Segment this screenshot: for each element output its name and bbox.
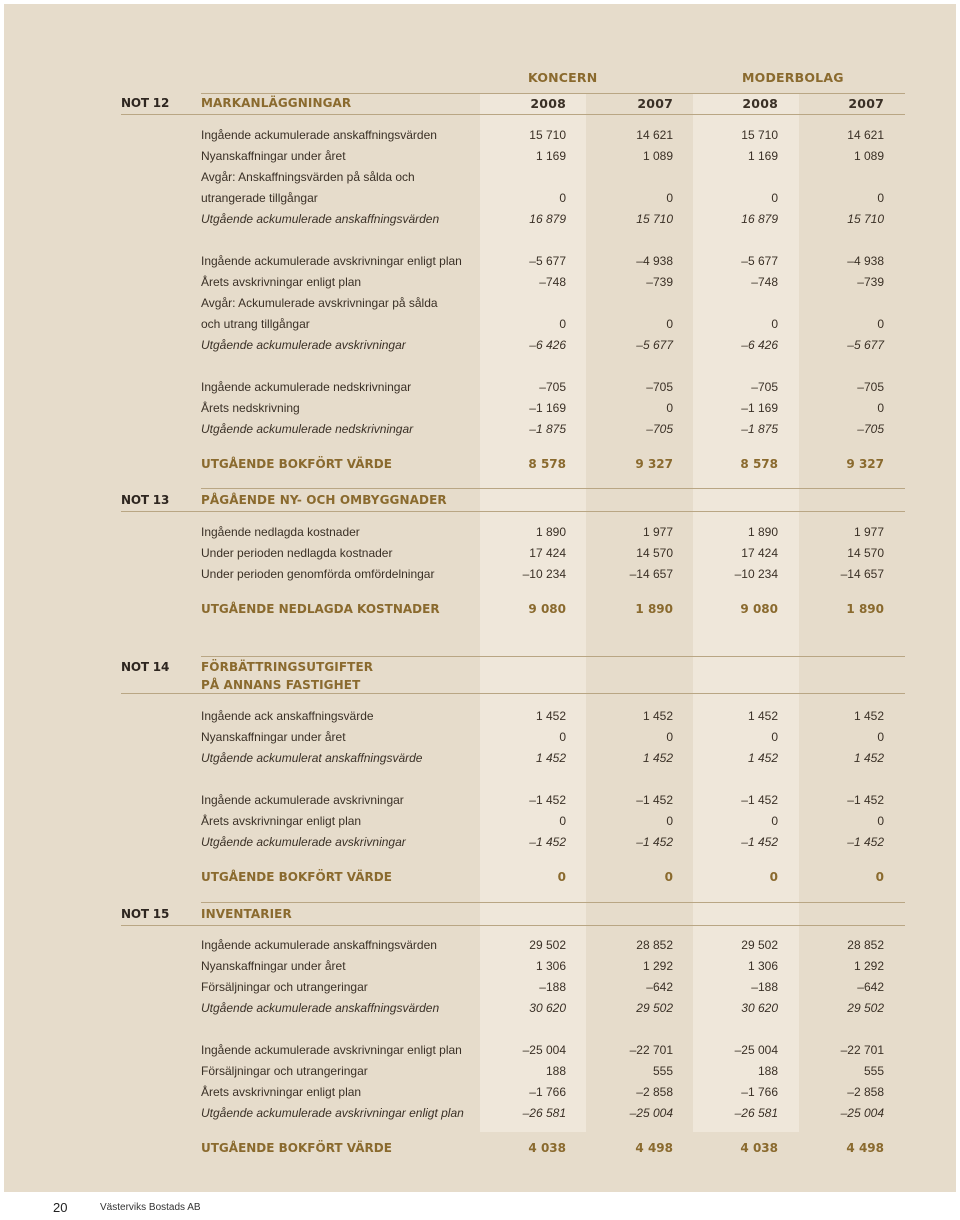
total-value: 8 578 <box>740 457 778 471</box>
row-value: –705 <box>857 422 884 436</box>
table-row <box>0 335 960 355</box>
total-label: UTGÅENDE BOKFÖRT VÄRDE <box>201 457 392 471</box>
row-value: 28 852 <box>636 938 673 952</box>
row-value: 29 502 <box>636 1001 673 1015</box>
total-label: UTGÅENDE BOKFÖRT VÄRDE <box>201 1141 392 1155</box>
row-value: –739 <box>857 275 884 289</box>
row-value: –188 <box>751 980 778 994</box>
table-row <box>0 1082 960 1102</box>
row-value: –5 677 <box>847 338 884 352</box>
row-value: –705 <box>539 380 566 394</box>
row-value: 0 <box>559 814 566 828</box>
table-row <box>0 706 960 726</box>
row-value: 188 <box>545 1064 566 1078</box>
table-row <box>0 543 960 563</box>
row-value: –4 938 <box>636 254 673 268</box>
row-value: 1 306 <box>535 959 566 973</box>
year-label: 2008 <box>530 96 566 111</box>
row-value: 1 452 <box>642 751 673 765</box>
row-label: Årets nedskrivning <box>201 401 300 415</box>
row-value: –14 657 <box>840 567 884 581</box>
table-row <box>0 251 960 271</box>
section-rule <box>201 656 905 657</box>
row-label: Ingående ackumulerade avskrivningar enligt plan <box>201 254 462 268</box>
header-top-rule <box>201 93 905 94</box>
total-value: 9 080 <box>740 602 778 616</box>
row-value: 1 292 <box>642 959 673 973</box>
total-value: 9 080 <box>528 602 566 616</box>
row-value: 0 <box>559 191 566 205</box>
group-header-moderbolag: MODERBOLAG <box>742 70 844 85</box>
table-row <box>0 998 960 1018</box>
section-title: PÅGÅENDE NY- OCH OMBYGGNADER <box>201 493 447 507</box>
row-value: –5 677 <box>636 338 673 352</box>
row-label: Ingående ack anskaffningsvärde <box>201 709 374 723</box>
row-value: 16 879 <box>529 212 566 226</box>
row-value: –14 657 <box>629 567 673 581</box>
row-value: –5 677 <box>529 254 566 268</box>
row-value: –1 452 <box>741 835 778 849</box>
row-value: 17 424 <box>741 546 778 560</box>
row-value: 1 292 <box>853 959 884 973</box>
row-value: –6 426 <box>529 338 566 352</box>
row-label: Årets avskrivningar enligt plan <box>201 275 362 289</box>
table-row <box>0 146 960 166</box>
row-value: –26 581 <box>522 1106 566 1120</box>
total-value: 9 327 <box>635 457 673 471</box>
row-label: Årets avskrivningar enligt plan <box>201 1085 362 1099</box>
table-row <box>0 935 960 955</box>
row-value: –22 701 <box>840 1043 884 1057</box>
year-header-row <box>0 94 960 114</box>
row-value: –1 452 <box>636 793 673 807</box>
group-header-koncern: KONCERN <box>528 70 598 85</box>
total-label: UTGÅENDE NEDLAGDA KOSTNADER <box>201 602 440 616</box>
row-value: 29 502 <box>741 938 778 952</box>
row-value: 0 <box>771 317 778 331</box>
row-value: 1 452 <box>747 709 778 723</box>
row-value: 15 710 <box>636 212 673 226</box>
company-name: Västerviks Bostads AB <box>100 1202 201 1213</box>
row-label: Nyanskaffningar under året <box>201 959 346 973</box>
row-value: 15 710 <box>529 128 566 142</box>
year-label: 2008 <box>742 96 778 111</box>
row-value: –10 234 <box>522 567 566 581</box>
row-value: –25 004 <box>840 1106 884 1120</box>
row-value: –748 <box>539 275 566 289</box>
row-value: 1 452 <box>853 751 884 765</box>
row-value: 0 <box>877 730 884 744</box>
row-value: 1 452 <box>535 751 566 765</box>
row-value: 0 <box>771 814 778 828</box>
total-value: 4 038 <box>528 1141 566 1155</box>
section-rule <box>201 902 905 903</box>
table-row <box>0 398 960 418</box>
row-value: –25 004 <box>734 1043 778 1057</box>
table-row <box>0 188 960 208</box>
row-value: –4 938 <box>847 254 884 268</box>
row-value: 14 570 <box>636 546 673 560</box>
row-value: 555 <box>863 1064 884 1078</box>
row-value: 28 852 <box>847 938 884 952</box>
row-label: Under perioden genomförda omfördelningar <box>201 567 435 581</box>
row-label: Utgående ackumulerade avskrivningar <box>201 835 406 849</box>
row-value: –2 858 <box>636 1085 673 1099</box>
total-value: 1 890 <box>846 602 884 616</box>
row-value: –1 169 <box>529 401 566 415</box>
row-value: 0 <box>771 730 778 744</box>
row-value: –1 766 <box>529 1085 566 1099</box>
row-value: 1 977 <box>642 525 673 539</box>
row-value: –26 581 <box>734 1106 778 1120</box>
table-row <box>0 811 960 831</box>
row-value: –705 <box>646 422 673 436</box>
table-row <box>0 522 960 542</box>
row-value: –1 452 <box>529 793 566 807</box>
row-value: 0 <box>666 730 673 744</box>
page-number: 20 <box>53 1200 68 1215</box>
row-value: 30 620 <box>741 1001 778 1015</box>
row-label: Under perioden nedlagda kostnader <box>201 546 393 560</box>
table-row <box>0 790 960 810</box>
table-row <box>0 727 960 747</box>
row-value: 1 452 <box>747 751 778 765</box>
row-value: 0 <box>877 814 884 828</box>
row-value: 0 <box>559 730 566 744</box>
total-value: 0 <box>769 870 778 884</box>
row-value: 0 <box>559 317 566 331</box>
total-row <box>0 454 960 474</box>
table-row <box>0 1103 960 1123</box>
total-row <box>0 1138 960 1158</box>
row-value: 1 452 <box>535 709 566 723</box>
table-row <box>0 314 960 334</box>
row-value: –1 169 <box>741 401 778 415</box>
row-value: 1 306 <box>747 959 778 973</box>
row-value: 30 620 <box>529 1001 566 1015</box>
row-value: 0 <box>877 191 884 205</box>
table-row <box>0 419 960 439</box>
row-value: 1 452 <box>642 709 673 723</box>
table-row <box>0 748 960 768</box>
row-value: –1 452 <box>741 793 778 807</box>
note-number: NOT 15 <box>121 907 170 921</box>
row-value: 0 <box>771 191 778 205</box>
row-label: Utgående ackumulerat anskaffningsvärde <box>201 751 423 765</box>
total-value: 4 498 <box>635 1141 673 1155</box>
section-rule <box>121 511 905 512</box>
row-label: Försäljningar och utrangeringar <box>201 1064 368 1078</box>
note-number: NOT 14 <box>121 660 170 674</box>
row-value: –2 858 <box>847 1085 884 1099</box>
row-value: 17 424 <box>529 546 566 560</box>
row-value: 1 169 <box>535 149 566 163</box>
row-value: –1 452 <box>529 835 566 849</box>
row-value: –705 <box>857 380 884 394</box>
row-value: –1 875 <box>741 422 778 436</box>
row-value: 15 710 <box>847 212 884 226</box>
row-label: Ingående ackumulerade avskrivningar <box>201 793 404 807</box>
total-value: 8 578 <box>528 457 566 471</box>
row-value: 14 621 <box>636 128 673 142</box>
section-rule <box>121 693 905 694</box>
table-row <box>0 167 960 187</box>
row-value: 0 <box>666 814 673 828</box>
row-label: Avgår: Ackumulerade avskrivningar på sålda <box>201 296 438 310</box>
row-value: –748 <box>751 275 778 289</box>
row-label: utrangerade tillgångar <box>201 191 318 205</box>
row-label: Ingående ackumulerade anskaffningsvärden <box>201 938 437 952</box>
row-value: –705 <box>751 380 778 394</box>
row-value: –10 234 <box>734 567 778 581</box>
row-label: Nyanskaffningar under året <box>201 730 346 744</box>
table-row <box>0 209 960 229</box>
row-value: –1 452 <box>847 793 884 807</box>
row-label: Ingående ackumulerade nedskrivningar <box>201 380 412 394</box>
row-label: Försäljningar och utrangeringar <box>201 980 368 994</box>
total-value: 0 <box>557 870 566 884</box>
row-label: Ingående ackumulerade anskaffningsvärden <box>201 128 437 142</box>
table-row <box>0 832 960 852</box>
row-value: 0 <box>666 191 673 205</box>
row-value: 14 570 <box>847 546 884 560</box>
section-title: FÖRBÄTTRINGSUTGIFTER PÅ ANNANS FASTIGHET <box>201 660 374 692</box>
note-number: NOT 13 <box>121 493 170 507</box>
year-label: 2007 <box>848 96 884 111</box>
total-value: 1 890 <box>635 602 673 616</box>
row-value: –22 701 <box>629 1043 673 1057</box>
row-value: –188 <box>539 980 566 994</box>
row-value: 0 <box>666 401 673 415</box>
total-value: 0 <box>875 870 884 884</box>
table-row <box>0 272 960 292</box>
row-value: 1 890 <box>747 525 778 539</box>
row-value: –642 <box>646 980 673 994</box>
row-value: 14 621 <box>847 128 884 142</box>
row-value: 1 089 <box>853 149 884 163</box>
total-row <box>0 599 960 619</box>
row-value: 555 <box>652 1064 673 1078</box>
row-value: –739 <box>646 275 673 289</box>
total-value: 0 <box>664 870 673 884</box>
total-label: UTGÅENDE BOKFÖRT VÄRDE <box>201 870 392 884</box>
row-value: –25 004 <box>629 1106 673 1120</box>
row-value: –6 426 <box>741 338 778 352</box>
row-value: 1 890 <box>535 525 566 539</box>
row-value: –25 004 <box>522 1043 566 1057</box>
row-value: –1 875 <box>529 422 566 436</box>
year-label: 2007 <box>637 96 673 111</box>
row-value: –642 <box>857 980 884 994</box>
row-value: 16 879 <box>741 212 778 226</box>
row-value: 188 <box>757 1064 778 1078</box>
row-value: –1 452 <box>636 835 673 849</box>
row-label: Avgår: Anskaffningsvärden på sålda och <box>201 170 415 184</box>
row-value: 29 502 <box>529 938 566 952</box>
section-title: INVENTARIER <box>201 907 292 921</box>
row-value: 15 710 <box>741 128 778 142</box>
row-label: Utgående ackumulerade avskrivningar enligt plan <box>201 1106 464 1120</box>
row-label: Utgående ackumulerade anskaffningsvärden <box>201 1001 440 1015</box>
total-row <box>0 867 960 887</box>
row-label: Utgående ackumulerade avskrivningar <box>201 338 406 352</box>
table-row <box>0 377 960 397</box>
row-label: Årets avskrivningar enligt plan <box>201 814 362 828</box>
section-title: MARKANLÄGGNINGAR <box>201 96 352 110</box>
note-number: NOT 12 <box>121 96 170 110</box>
table-row <box>0 1040 960 1060</box>
total-value: 4 498 <box>846 1141 884 1155</box>
row-label: Ingående ackumulerade avskrivningar enligt plan <box>201 1043 462 1057</box>
total-value: 9 327 <box>846 457 884 471</box>
table-row <box>0 1061 960 1081</box>
row-value: –5 677 <box>741 254 778 268</box>
table-row <box>0 977 960 997</box>
row-label: Ingående nedlagda kostnader <box>201 525 360 539</box>
section-rule <box>121 925 905 926</box>
table-row <box>0 125 960 145</box>
total-value: 4 038 <box>740 1141 778 1155</box>
row-value: 0 <box>666 317 673 331</box>
row-value: 1 977 <box>853 525 884 539</box>
row-value: 0 <box>877 401 884 415</box>
row-value: 29 502 <box>847 1001 884 1015</box>
row-value: –1 766 <box>741 1085 778 1099</box>
table-row <box>0 564 960 584</box>
row-value: 1 452 <box>853 709 884 723</box>
row-value: 1 169 <box>747 149 778 163</box>
table-row <box>0 293 960 313</box>
row-label: Nyanskaffningar under året <box>201 149 346 163</box>
row-label: och utrang tillgångar <box>201 317 310 331</box>
table-row <box>0 956 960 976</box>
row-label: Utgående ackumulerade anskaffningsvärden <box>201 212 440 226</box>
row-value: 0 <box>877 317 884 331</box>
page-footer <box>0 1200 960 1220</box>
section-rule <box>201 488 905 489</box>
row-value: –1 452 <box>847 835 884 849</box>
header-rule <box>121 114 905 115</box>
row-label: Utgående ackumulerade nedskrivningar <box>201 422 414 436</box>
row-value: –705 <box>646 380 673 394</box>
row-value: 1 089 <box>642 149 673 163</box>
